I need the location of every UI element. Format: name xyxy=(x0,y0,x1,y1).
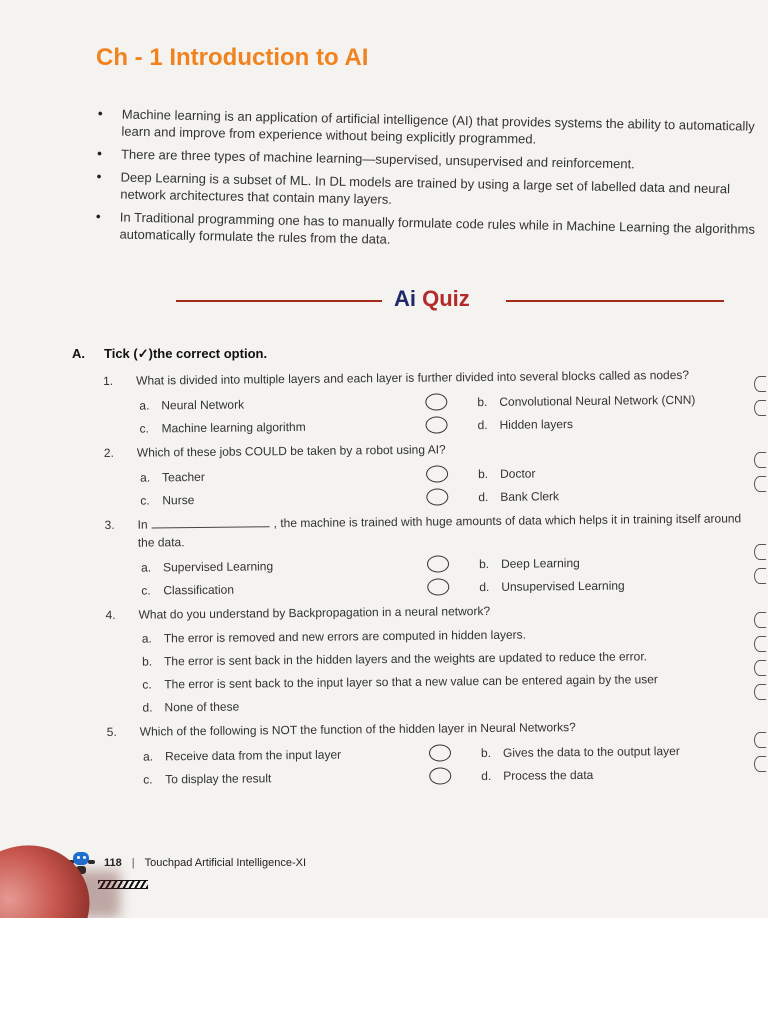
question-3: 3. In , the machine is trained with huge amounts of data which helps it in training itself around the data. a. Supervised Learning b. Deep Learning c. Classification d. Unsupervised Learning xyxy=(105,509,768,602)
answer-bubble[interactable] xyxy=(754,452,766,468)
option-5a[interactable]: a. Receive data from the input layer xyxy=(143,741,481,768)
bullet-item: • Deep Learning is a subset of ML. In DL models are trained by using a large set of labelled data and neural network architectures that contain many layers. xyxy=(96,168,731,207)
answer-bubble[interactable] xyxy=(754,400,766,416)
banner-rule-left xyxy=(176,300,382,302)
bullet-dot-icon: • xyxy=(97,105,103,122)
question-1: 1. What is divided into multiple layers and each layer is further divided into several blocks called as nodes? a. Neural Network b. Convolutional Neural Network (CNN) c. Machine learning algorithm d. Hidden layers xyxy=(103,365,766,440)
option-2c[interactable]: c. Nurse xyxy=(140,485,478,512)
section-heading: A. Tick (✓)the correct option. xyxy=(72,346,268,361)
option-5d[interactable]: d. Process the data xyxy=(481,767,594,783)
question-2: 2. Which of these jobs COULD be taken by a robot using AI? a. Teacher b. Doctor c. Nurse d. Bank Clerk xyxy=(104,437,767,512)
option-2d[interactable]: d. Bank Clerk xyxy=(478,488,560,504)
answer-bubble[interactable] xyxy=(427,578,449,595)
bullet-item: • In Traditional programming one has to manually formulate code rules while in Machine Learning the algorithms automatically formulate the rules from the data. xyxy=(95,208,756,247)
option-4a[interactable]: a. The error is removed and new errors are computed in hidden layers. xyxy=(141,627,527,646)
option-5b[interactable]: b. Gives the data to the output layer xyxy=(480,743,680,760)
question-list xyxy=(103,365,768,795)
option-3c[interactable]: c. Classification xyxy=(141,575,479,602)
answer-bubble[interactable] xyxy=(754,756,766,772)
answer-bubble[interactable] xyxy=(754,544,766,560)
footer-separator: | xyxy=(131,857,135,869)
summary-bullets xyxy=(89,105,764,261)
ai-quiz-logo: Ai Quiz xyxy=(394,286,470,311)
answer-bubble[interactable] xyxy=(754,376,766,392)
option-1d[interactable]: d. Hidden layers xyxy=(477,416,574,432)
banner-rule-right xyxy=(506,300,724,302)
right-answer-bubbles xyxy=(754,376,768,796)
option-2b[interactable]: b. Doctor xyxy=(478,465,536,481)
page-number: 118 xyxy=(104,857,122,869)
bullet-item: • Machine learning is an application of artificial intelligence (AI) that provides systems the ability to automatically learn and improve from experience without being explicitly programmed. xyxy=(97,105,755,147)
answer-bubble[interactable] xyxy=(754,732,766,748)
bullet-dot-icon: • xyxy=(96,168,102,185)
fill-in-blank[interactable] xyxy=(152,515,270,528)
answer-bubble[interactable] xyxy=(754,636,766,652)
bullet-item: • There are three types of machine learning—supervised, unsupervised and reinforcement. xyxy=(96,145,635,172)
question-4: 4. What do you understand by Backpropagation in a neural network? a. The error is removed and new errors are computed in hidden layers. b. The error is sent back in the hidden layers and the weights are updated to reduce the error. c. The error is sent back to the input layer so that a new value can be entered again by the user d. None of these xyxy=(105,599,768,719)
bullet-dot-icon: • xyxy=(95,208,101,225)
bullet-dot-icon: • xyxy=(96,145,103,162)
option-1b[interactable]: b. Convolutional Neural Network (CNN) xyxy=(477,392,696,409)
answer-bubble[interactable] xyxy=(426,465,448,482)
book-title: Touchpad Artificial Intelligence-XI xyxy=(144,857,307,869)
answer-bubble[interactable] xyxy=(754,684,766,700)
answer-bubble[interactable] xyxy=(429,767,451,784)
option-3b[interactable]: b. Deep Learning xyxy=(478,555,580,571)
option-4c[interactable]: c. The error is sent back to the input layer so that a new value can be entered again by the user xyxy=(142,671,658,692)
answer-bubble[interactable] xyxy=(754,660,766,676)
option-4d[interactable]: d. None of these xyxy=(142,699,240,715)
answer-bubble[interactable] xyxy=(425,416,447,433)
answer-bubble[interactable] xyxy=(754,612,766,628)
answer-bubble[interactable] xyxy=(426,488,448,505)
answer-bubble[interactable] xyxy=(754,568,766,584)
chapter-title: Ch - 1 Introduction to AI xyxy=(96,44,369,71)
option-1a[interactable]: a. Neural Network xyxy=(139,390,477,417)
answer-bubble[interactable] xyxy=(425,393,447,410)
answer-bubble[interactable] xyxy=(427,555,449,572)
option-4b[interactable]: b. The error is sent back in the hidden layers and the weights are updated to reduce the error. xyxy=(141,648,648,669)
option-1c[interactable]: c. Machine learning algorithm xyxy=(139,413,477,440)
answer-bubble[interactable] xyxy=(754,476,766,492)
answer-bubble[interactable] xyxy=(429,744,451,761)
option-3d[interactable]: d. Unsupervised Learning xyxy=(479,578,625,594)
quiz-banner xyxy=(176,286,724,316)
option-2a[interactable]: a. Teacher xyxy=(140,462,478,489)
option-5c[interactable]: c. To display the result xyxy=(143,764,481,791)
question-5: 5. Which of the following is NOT the function of the hidden layer in Neural Networks? a. Receive data from the input layer b. Gives the data to the output layer c. To display the result d. Process the data xyxy=(107,716,768,791)
option-3a[interactable]: a. Supervised Learning xyxy=(141,552,479,579)
